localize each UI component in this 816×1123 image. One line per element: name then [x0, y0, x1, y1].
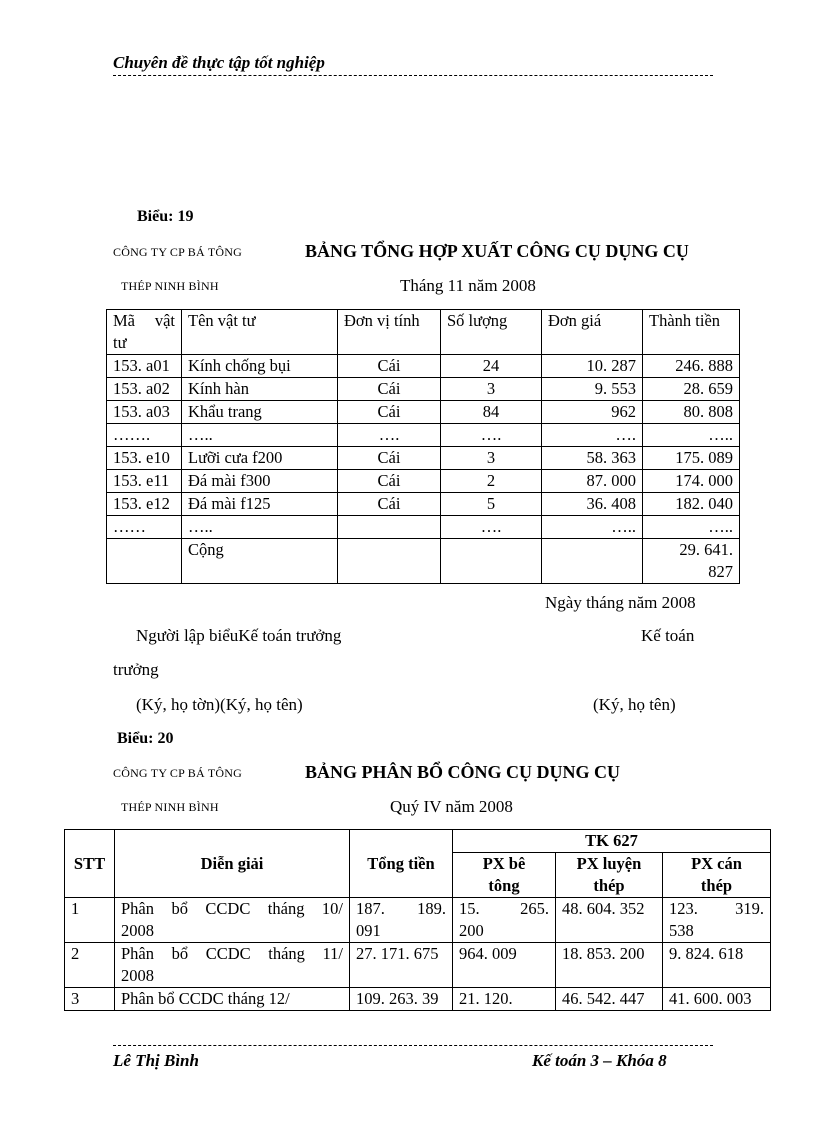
cell-px3: 123. 319. 538 [663, 898, 771, 943]
cell-qty: 3 [441, 378, 542, 401]
table-row [107, 424, 740, 447]
cell-tong-tien: 109. 263. 39 [350, 988, 453, 1011]
cell-px3: 9. 824. 618 [663, 943, 771, 988]
cell-unit: Cái [338, 493, 441, 516]
cell-name: Lưỡi cưa f200 [182, 447, 338, 470]
cell-px2: 18. 853. 200 [556, 943, 663, 988]
cell-empty [338, 539, 441, 584]
bieu-19-label: Biểu: 19 [137, 208, 194, 225]
company-name-2: THÉP NINH BÌNH [121, 279, 219, 293]
cell-qty: 24 [441, 355, 542, 378]
table-row [65, 898, 771, 943]
col-header-tk627: TK 627 [453, 830, 771, 853]
col-header: Mã vật tư [107, 310, 182, 355]
cell-price: ….. [542, 516, 643, 539]
cell-code: 153. a03 [107, 401, 182, 424]
cell-unit: Cái [338, 470, 441, 493]
cell-px2: 46. 542. 447 [556, 988, 663, 1011]
cell-name: ….. [182, 424, 338, 447]
table-row [107, 378, 740, 401]
cell-qty: 3 [441, 447, 542, 470]
cell-px1: 964. 009 [453, 943, 556, 988]
cell-dien-giai: Phân bổ CCDC tháng 11/ 2008 [115, 943, 350, 988]
table2-title: BẢNG PHÂN BỔ CÔNG CỤ DỤNG CỤ [305, 762, 620, 782]
table-row [107, 447, 740, 470]
table-row [65, 988, 771, 1011]
cell-tong-tien: 187. 189. 091 [350, 898, 453, 943]
col-header: Số lượng [441, 310, 542, 355]
cell-qty: 5 [441, 493, 542, 516]
cell-code: 153. e12 [107, 493, 182, 516]
cell-qty: 84 [441, 401, 542, 424]
cell-amount: 80. 808 [643, 401, 740, 424]
cell-price: …. [542, 424, 643, 447]
cell-name: Đá mài f300 [182, 470, 338, 493]
cell-dien-giai: Phân bổ CCDC tháng 10/ 2008 [115, 898, 350, 943]
table-row [107, 470, 740, 493]
cell-price: 36. 408 [542, 493, 643, 516]
allocation-table [64, 829, 771, 1011]
col-header-px-can-thep: PX cán thép [663, 853, 771, 898]
cell-px2: 48. 604. 352 [556, 898, 663, 943]
cell-px1: 21. 120. [453, 988, 556, 1011]
col-header: Đơn giá [542, 310, 643, 355]
cell-price: 58. 363 [542, 447, 643, 470]
cell-tong-tien: 27. 171. 675 [350, 943, 453, 988]
cell-amount: 28. 659 [643, 378, 740, 401]
company-name-1: CÔNG TY CP BÁ TÔNG [113, 245, 242, 259]
cell-code: 153. a02 [107, 378, 182, 401]
cell-stt: 1 [65, 898, 115, 943]
page-header: Chuyên đề thực tập tốt nghiệp [113, 53, 325, 72]
cell-stt: 3 [65, 988, 115, 1011]
cell-px1: 15. 265. 200 [453, 898, 556, 943]
total-label: Cộng [182, 539, 338, 584]
signature-titles: Người lập biểuKế toán trưởng [136, 626, 342, 645]
company-name-2: THÉP NINH BÌNH [121, 800, 219, 814]
col-header-px-be-tong: PX bê tông [453, 853, 556, 898]
cell-code: 153. e11 [107, 470, 182, 493]
cell-price: 962 [542, 401, 643, 424]
cell-dien-giai: Phân bổ CCDC tháng 12/ [115, 988, 350, 1011]
footer-author: Lê Thị Bình [113, 1051, 199, 1070]
footer-divider [113, 1045, 713, 1046]
cell-code: …… [107, 516, 182, 539]
cell-qty: …. [441, 424, 542, 447]
cell-amount: ….. [643, 424, 740, 447]
cell-code: 153. e10 [107, 447, 182, 470]
cell-price: 87. 000 [542, 470, 643, 493]
col-header-px-luyen-thep: PX luyện thép [556, 853, 663, 898]
cell-code: 153. a01 [107, 355, 182, 378]
bieu-20-label: Biểu: 20 [117, 730, 174, 747]
col-header: Đơn vị tính [338, 310, 441, 355]
summary-table [106, 309, 740, 584]
cell-empty [542, 539, 643, 584]
table-row [107, 401, 740, 424]
signature-notes: (Ký, họ tờn)(Ký, họ tên) [136, 695, 303, 714]
footer-class: Kế toán 3 – Khóa 8 [532, 1051, 667, 1070]
table2-subtitle: Quý IV năm 2008 [390, 797, 513, 816]
table-row [107, 355, 740, 378]
cell-price: 9. 553 [542, 378, 643, 401]
cell-name: Kính chống bụi [182, 355, 338, 378]
cell-amount: 174. 000 [643, 470, 740, 493]
cell-amount: 175. 089 [643, 447, 740, 470]
total-value: 29. 641. 827 [643, 539, 740, 584]
table-row [65, 943, 771, 988]
cell-amount: ….. [643, 516, 740, 539]
cell-name: ….. [182, 516, 338, 539]
cell-price: 10. 287 [542, 355, 643, 378]
cell-empty [441, 539, 542, 584]
table1-title: BẢNG TỔNG HỢP XUẤT CÔNG CỤ DỤNG CỤ [305, 241, 689, 261]
company-name-1: CÔNG TY CP BÁ TÔNG [113, 766, 242, 780]
cell-stt: 2 [65, 943, 115, 988]
col-header: Thành tiền [643, 310, 740, 355]
cell-empty [107, 539, 182, 584]
signature-title-cont: trưởng [113, 660, 159, 679]
col-header-tong-tien: Tổng tiền [350, 830, 453, 898]
col-header-stt: STT [65, 830, 115, 898]
cell-px3: 41. 600. 003 [663, 988, 771, 1011]
cell-qty: 2 [441, 470, 542, 493]
cell-unit: Cái [338, 401, 441, 424]
table-row [107, 493, 740, 516]
cell-name: Khẩu trang [182, 401, 338, 424]
header-divider [113, 75, 713, 76]
cell-unit: …. [338, 424, 441, 447]
table-row [107, 516, 740, 539]
date-line: Ngày tháng năm 2008 [545, 593, 696, 612]
cell-name: Đá mài f125 [182, 493, 338, 516]
cell-unit: Cái [338, 378, 441, 401]
cell-unit: Cái [338, 355, 441, 378]
total-row [107, 539, 740, 584]
signature-title-right: Kế toán [641, 626, 695, 645]
cell-unit [338, 516, 441, 539]
cell-amount: 182. 040 [643, 493, 740, 516]
cell-unit: Cái [338, 447, 441, 470]
col-header: Tên vật tư [182, 310, 338, 355]
table-header-row [107, 310, 740, 355]
signature-note-right: (Ký, họ tên) [593, 695, 676, 714]
cell-qty: …. [441, 516, 542, 539]
table1-subtitle: Tháng 11 năm 2008 [400, 276, 536, 295]
cell-code: ……. [107, 424, 182, 447]
col-header-dien-giai: Diễn giải [115, 830, 350, 898]
cell-name: Kính hàn [182, 378, 338, 401]
cell-amount: 246. 888 [643, 355, 740, 378]
